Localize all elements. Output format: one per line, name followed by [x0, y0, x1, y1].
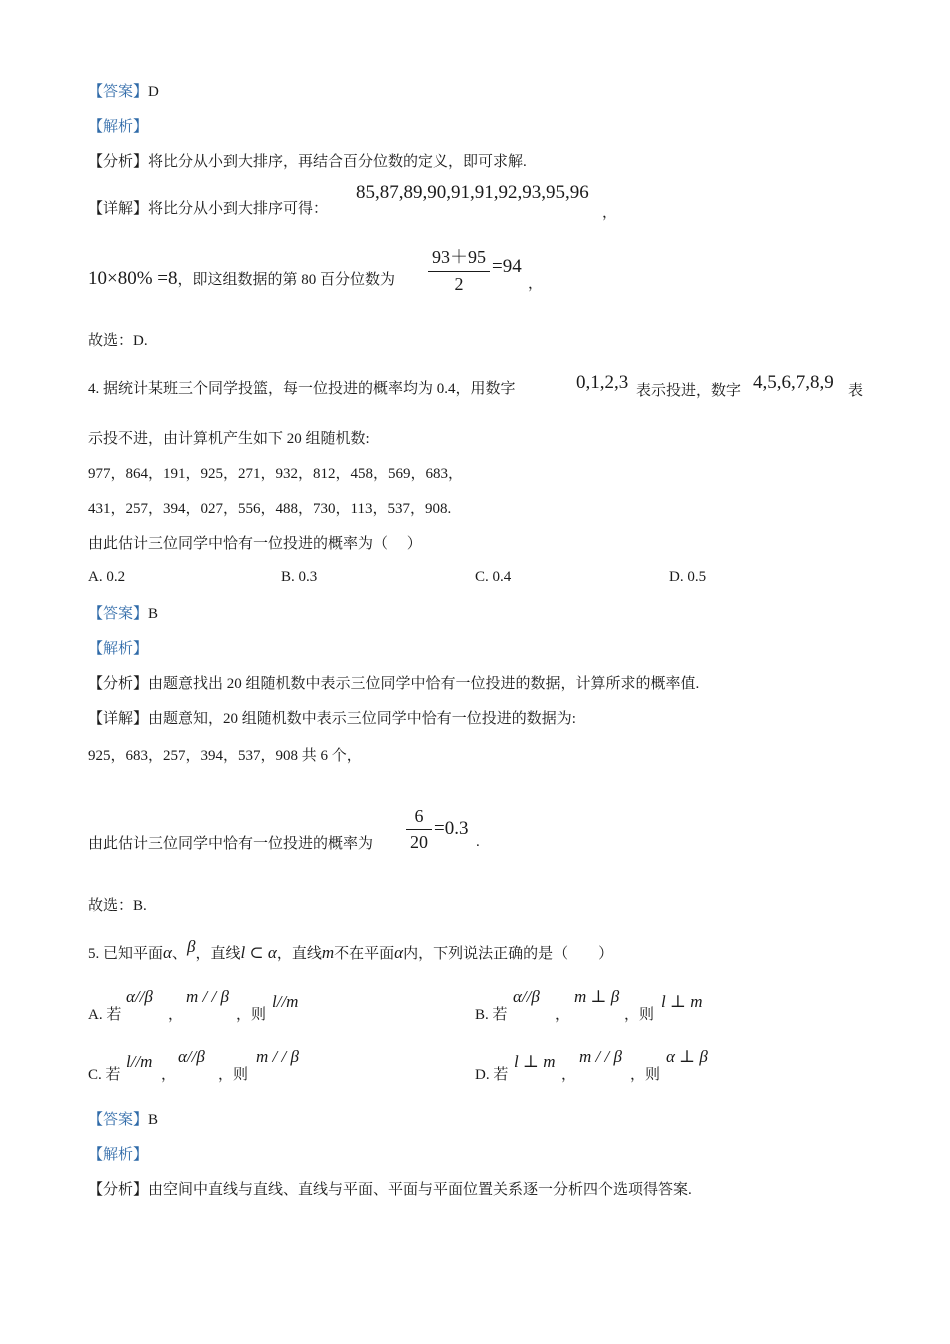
q4-data-list: 925，683，257，394，537，908 共 6 个， — [88, 748, 362, 764]
q3-jiexi-tag: 【解析】 — [88, 119, 149, 135]
q4-fenxi-line — [88, 674, 699, 694]
alpha-symbol: α — [163, 943, 172, 962]
q3-xiangjie-line — [88, 199, 328, 219]
q4-answer-line — [88, 604, 158, 624]
then-text: ，则 — [236, 1007, 267, 1023]
fraction-result: =94 — [492, 256, 522, 277]
q5-option-c-result: m / / β — [256, 1047, 299, 1066]
stem-text-d: 不在平面 — [334, 946, 395, 962]
fraction-denominator: 2 — [454, 274, 464, 294]
alpha-symbol: α — [394, 943, 404, 962]
l-subset-alpha: l ⊂ α — [240, 943, 277, 962]
digits-out: 4,5,6,7,8,9 — [753, 372, 834, 393]
option-c: C. 0.4 — [475, 569, 512, 585]
fraction-result: =0.3 — [434, 818, 469, 839]
answer-tag: 【答案】 — [88, 1112, 149, 1128]
q5-option-a-cond1: α//β — [126, 987, 153, 1006]
fenxi-tag: 【分析】 — [88, 1182, 149, 1198]
fenxi-tag: 【分析】 — [88, 676, 149, 692]
sorted-scores: 85,87,89,90,91,91,92,93,95,96 — [356, 182, 589, 203]
q5-option-b-label: B. 若 — [475, 1007, 508, 1023]
answer-tag: 【答案】 — [88, 84, 149, 100]
q5-option-c-cond2: α//β — [178, 1047, 205, 1066]
q5-option-a-result: l//m — [272, 992, 299, 1011]
stem-text-b: ，直线 — [195, 946, 241, 962]
separator: 、 — [171, 946, 187, 962]
comma: ， — [602, 205, 618, 221]
period: . — [476, 834, 480, 850]
q3-answer-line — [88, 82, 159, 102]
fraction-numerator: 93＋95 — [428, 243, 490, 272]
answer-value: B — [148, 1112, 159, 1128]
comma: ， — [528, 276, 544, 292]
q5-option-a-cond2: m / / β — [186, 987, 229, 1006]
option-b: B. 0.3 — [281, 569, 318, 585]
q5-stem — [88, 937, 614, 964]
stem-text-e: 内，下列说法正确的是（ ） — [403, 946, 614, 962]
q5-option-d-label: D. 若 — [475, 1067, 509, 1083]
q4-xiangjie-line — [88, 709, 576, 729]
fraction-denominator: 20 — [410, 832, 428, 852]
fraction-6-20 — [406, 806, 432, 853]
q5-option-b-cond1: α//β — [513, 987, 540, 1006]
q3-guxuan: 故选：D. — [88, 333, 148, 349]
q3-fenxi-line — [88, 152, 527, 172]
answer-value: D — [148, 84, 159, 100]
stem-text: 5. 已知平面 — [88, 946, 164, 962]
option-d: D. 0.5 — [669, 569, 707, 585]
fenxi-text: 将比分从小到大排序，再结合百分位数的定义，即可求解. — [148, 154, 527, 170]
xiangjie-tag: 【详解】 — [88, 711, 149, 727]
comma: ， — [555, 1007, 571, 1023]
calc-text: ，即这组数据的第 80 百分位数为 — [177, 272, 396, 288]
q5-option-b-result: l ⊥ m — [661, 992, 703, 1011]
stem-text-c: 表 — [848, 383, 864, 399]
q4-question: 由此估计三位同学中恰有一位投进的概率为（ ） — [88, 536, 422, 552]
xiangjie-tag: 【详解】 — [88, 201, 149, 217]
xiangjie-text: 由题意知，20 组随机数中表示三位同学中恰有一位投进的数据为: — [148, 711, 576, 727]
fenxi-tag: 【分析】 — [88, 154, 149, 170]
fraction-numerator: 6 — [406, 806, 432, 830]
digits-in: 0,1,2,3 — [576, 372, 629, 393]
comma: ， — [161, 1067, 177, 1083]
q4-guxuan: 故选：B. — [88, 898, 147, 914]
q5-option-b-cond2: m ⊥ β — [574, 987, 620, 1006]
q4-prob-text: 由此估计三位同学中恰有一位投进的概率为 — [88, 836, 374, 852]
q5-option-d-cond1: l ⊥ m — [514, 1052, 556, 1071]
stem-text-b: 表示投进，数字 — [636, 383, 742, 399]
comma: ， — [168, 1007, 184, 1023]
q5-fenxi-line — [88, 1180, 692, 1200]
answer-tag: 【答案】 — [88, 606, 149, 622]
then-text: ，则 — [218, 1067, 249, 1083]
stem-text: 4. 据统计某班三个同学投篮，每一位投进的概率均为 0.4，用数字 — [88, 381, 516, 397]
q5-option-a-label: A. 若 — [88, 1007, 122, 1023]
q5-jiexi-tag: 【解析】 — [88, 1147, 149, 1163]
q5-option-d-cond2: m / / β — [579, 1047, 622, 1066]
answer-value: B — [148, 606, 159, 622]
then-text: ，则 — [630, 1067, 661, 1083]
fenxi-text: 由题意找出 20 组随机数中表示三位同学中恰有一位投进的数据，计算所求的概率值. — [148, 676, 700, 692]
stem-text-c: ，直线 — [276, 946, 322, 962]
random-row-1: 977，864，191，925，271，932，812，458，569，683， — [88, 466, 464, 482]
calc-expression: 10×80% =8 — [88, 268, 178, 289]
q4-stem-line2: 示投不进，由计算机产生如下 20 组随机数: — [88, 431, 370, 447]
xiangjie-text: 将比分从小到大排序可得： — [148, 201, 329, 217]
fraction-93-95 — [428, 243, 490, 295]
fenxi-text: 由空间中直线与直线、直线与平面、平面与平面位置关系逐一分析四个选项得答案. — [148, 1182, 692, 1198]
q5-answer-line — [88, 1110, 158, 1130]
m-symbol: m — [321, 943, 335, 962]
then-text: ，则 — [624, 1007, 655, 1023]
q5-option-d-result: α ⊥ β — [666, 1047, 708, 1066]
q5-option-c-cond1: l//m — [126, 1052, 153, 1071]
q4-jiexi-tag: 【解析】 — [88, 641, 149, 657]
q4-stem-line1 — [88, 379, 516, 399]
q3-calc-line — [88, 268, 395, 290]
q5-option-c-label: C. 若 — [88, 1067, 121, 1083]
option-a: A. 0.2 — [88, 569, 126, 585]
comma: ， — [561, 1067, 577, 1083]
random-row-2: 431，257，394，027，556，488，730，113，537，908. — [88, 501, 452, 517]
beta-symbol: β — [186, 937, 196, 956]
